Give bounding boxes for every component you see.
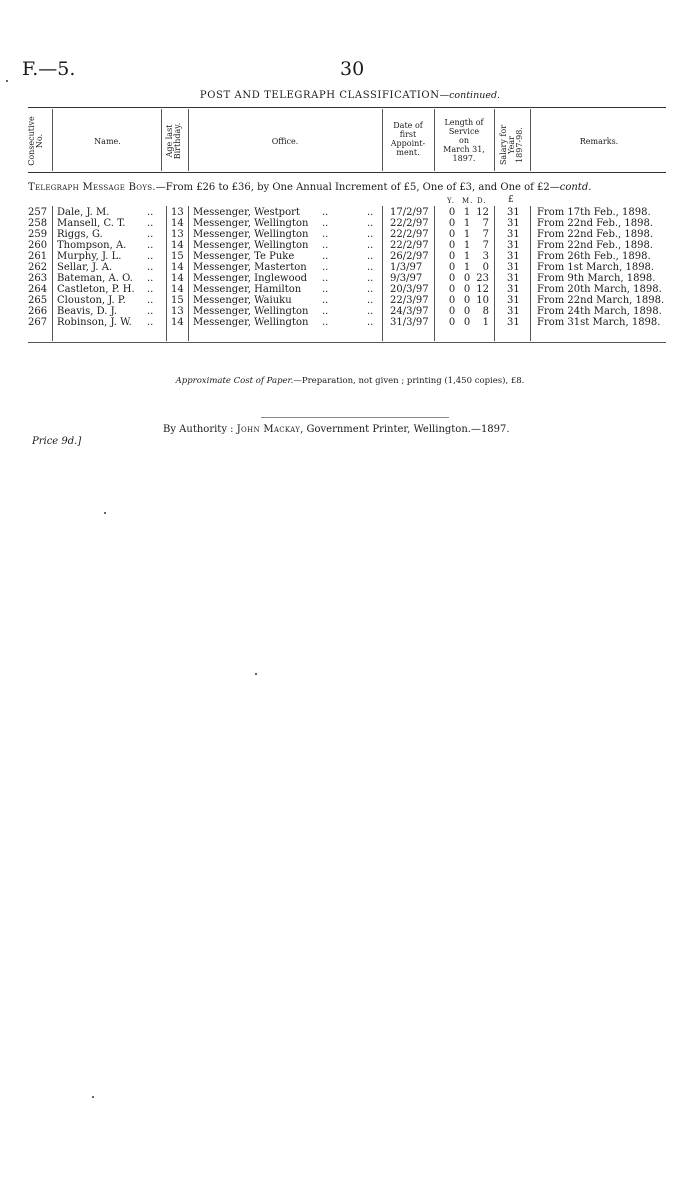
cell-name: Dale, J. M. xyxy=(57,207,110,218)
cell-salary: 31 xyxy=(507,306,520,317)
table-row xyxy=(0,262,700,273)
leader-dots: .. xyxy=(367,240,374,251)
leader-dots: .. xyxy=(322,207,329,218)
table-row xyxy=(0,306,700,317)
cell-days: 10 xyxy=(476,295,489,306)
cell-remarks: From 1st March, 1898. xyxy=(537,262,655,273)
scan-speck xyxy=(104,512,106,514)
leader-dots: .. xyxy=(322,262,329,273)
cell-months: 1 xyxy=(463,218,471,229)
cell-name: Clouston, J. P. xyxy=(57,295,126,306)
leader-dots: .. xyxy=(322,273,329,284)
cell-remarks: From 20th March, 1898. xyxy=(537,284,662,295)
cell-date: 1/3/97 xyxy=(390,262,423,273)
table-row xyxy=(0,229,700,240)
cell-name: Bateman, A. O. xyxy=(57,273,133,284)
cell-remarks: From 22nd Feb., 1898. xyxy=(537,218,654,229)
cell-office: Messenger, Inglewood xyxy=(193,273,308,284)
leader-dots: .. xyxy=(367,207,374,218)
header-divider xyxy=(494,109,495,171)
section-detail: —From £26 to £36, by One Annual Increment of £5, One of £3, and One of £2— xyxy=(155,182,560,193)
document-code: F.—5. xyxy=(22,58,76,80)
leader-dots: .. xyxy=(367,262,374,273)
cost-of-paper-note xyxy=(0,376,700,386)
cell-office: Messenger, Masterton xyxy=(193,262,307,273)
cell-date: 22/2/97 xyxy=(390,229,429,240)
leader-dots: .. xyxy=(147,284,154,295)
leader-dots: .. xyxy=(322,251,329,262)
table-row xyxy=(0,251,700,262)
cell-salary: 31 xyxy=(507,273,520,284)
cell-no: 259 xyxy=(28,229,48,240)
cell-age: 13 xyxy=(171,306,184,317)
leader-dots: .. xyxy=(367,273,374,284)
cell-years: 0 xyxy=(448,207,456,218)
printer-name: John Mackay xyxy=(236,424,301,435)
printer-authority: By Authority : John Mackay, Government Printer, Wellington.—1897. xyxy=(163,424,510,435)
leader-dots: .. xyxy=(147,295,154,306)
cell-date: 22/2/97 xyxy=(390,218,429,229)
cell-date: 9/3/97 xyxy=(390,273,423,284)
leader-dots: .. xyxy=(322,229,329,240)
cell-office: Messenger, Wellington xyxy=(193,306,309,317)
section-heading xyxy=(28,182,591,193)
cell-remarks: From 9th March, 1898. xyxy=(537,273,656,284)
leader-dots: .. xyxy=(147,229,154,240)
cell-years: 0 xyxy=(448,295,456,306)
cell-salary: 31 xyxy=(507,240,520,251)
cell-years: 0 xyxy=(448,317,456,328)
header-divider xyxy=(161,109,162,171)
leader-dots: .. xyxy=(147,317,154,328)
cell-years: 0 xyxy=(448,306,456,317)
cell-remarks: From 17th Feb., 1898. xyxy=(537,207,651,218)
cell-days: 8 xyxy=(482,306,489,317)
header-length-of-service: Length of Service on March 31, 1897. xyxy=(443,118,485,163)
cell-days: 23 xyxy=(476,273,489,284)
cell-age: 15 xyxy=(171,295,184,306)
cell-years: 0 xyxy=(448,218,456,229)
leader-dots: .. xyxy=(367,317,374,328)
cell-months: 0 xyxy=(463,273,471,284)
cell-office: Messenger, Wellington xyxy=(193,229,309,240)
leader-dots: .. xyxy=(147,251,154,262)
cell-office: Messenger, Hamilton xyxy=(193,284,302,295)
price-note: Price 9d.] xyxy=(32,436,82,447)
leader-dots: .. xyxy=(367,295,374,306)
unit-days: D. xyxy=(477,197,487,205)
cell-salary: 31 xyxy=(507,284,520,295)
cost-text: —Preparation, not given ; printing (1,450 copies), £8. xyxy=(293,376,525,386)
leader-dots: .. xyxy=(367,229,374,240)
leader-dots: .. xyxy=(367,218,374,229)
cell-age: 14 xyxy=(171,273,184,284)
cell-no: 262 xyxy=(28,262,48,273)
scan-speck xyxy=(92,1096,94,1098)
cell-no: 260 xyxy=(28,240,48,251)
cell-months: 1 xyxy=(463,229,471,240)
cell-years: 0 xyxy=(448,273,456,284)
cell-no: 261 xyxy=(28,251,48,262)
leader-dots: .. xyxy=(322,218,329,229)
heading-text: POST AND TELEGRAPH CLASSIFICATION xyxy=(199,90,440,101)
header-divider xyxy=(530,109,531,171)
cell-days: 7 xyxy=(482,229,489,240)
cell-date: 31/3/97 xyxy=(390,317,429,328)
header-name: Name. xyxy=(94,137,121,146)
section-contd: contd. xyxy=(559,182,592,193)
cell-age: 13 xyxy=(171,229,184,240)
section-title: Telegraph Message Boys. xyxy=(28,182,156,193)
cell-name: Mansell, C. T. xyxy=(57,218,126,229)
table-row xyxy=(0,207,700,218)
header-office: Office. xyxy=(271,137,299,146)
cell-date: 24/3/97 xyxy=(390,306,429,317)
cell-months: 0 xyxy=(463,306,471,317)
cell-salary: 31 xyxy=(507,229,520,240)
cell-date: 22/3/97 xyxy=(390,295,429,306)
header-date: Date of first Appoint- ment. xyxy=(390,121,426,157)
cell-days: 7 xyxy=(482,240,489,251)
cell-days: 12 xyxy=(476,207,489,218)
cell-office: Messenger, Waiuku xyxy=(193,295,292,306)
cell-name: Castleton, P. H. xyxy=(57,284,135,295)
scan-speck xyxy=(255,673,257,675)
table-bottom-rule xyxy=(28,342,666,343)
header-remarks: Remarks. xyxy=(579,137,619,146)
page-heading xyxy=(0,90,700,101)
cell-salary: 31 xyxy=(507,218,520,229)
cell-age: 13 xyxy=(171,207,184,218)
heading-suffix: —continued. xyxy=(439,90,501,101)
cell-months: 1 xyxy=(463,240,471,251)
cell-remarks: From 26th Feb., 1898. xyxy=(537,251,651,262)
cell-remarks: From 22nd Feb., 1898. xyxy=(537,229,654,240)
cell-no: 267 xyxy=(28,317,48,328)
cell-name: Beavis, D. J. xyxy=(57,306,117,317)
cell-age: 15 xyxy=(171,251,184,262)
scan-speck xyxy=(6,80,8,82)
cell-office: Messenger, Wellington xyxy=(193,317,309,328)
cell-months: 0 xyxy=(463,284,471,295)
cell-months: 0 xyxy=(463,317,471,328)
leader-dots: .. xyxy=(322,240,329,251)
table-row xyxy=(0,240,700,251)
cell-name: Sellar, J. A. xyxy=(57,262,113,273)
header-divider xyxy=(52,109,53,171)
cell-office: Messenger, Wellington xyxy=(193,218,309,229)
cell-months: 1 xyxy=(463,251,471,262)
table-top-rule xyxy=(28,107,666,108)
cell-months: 1 xyxy=(463,207,471,218)
cell-months: 0 xyxy=(463,295,471,306)
cell-salary: 31 xyxy=(507,317,520,328)
cell-days: 0 xyxy=(482,262,489,273)
cell-days: 1 xyxy=(482,317,489,328)
cell-no: 258 xyxy=(28,218,48,229)
header-age: Age last Birthday. xyxy=(165,122,182,160)
cell-name: Riggs, G. xyxy=(57,229,103,240)
cell-age: 14 xyxy=(171,262,184,273)
cell-no: 263 xyxy=(28,273,48,284)
unit-months: M. xyxy=(462,197,474,205)
leader-dots: .. xyxy=(322,306,329,317)
cell-days: 7 xyxy=(482,218,489,229)
table-row xyxy=(0,317,700,328)
leader-dots: .. xyxy=(147,207,154,218)
leader-dots: .. xyxy=(367,284,374,295)
unit-years: Y. xyxy=(447,197,455,205)
leader-dots: .. xyxy=(367,251,374,262)
cell-date: 17/2/97 xyxy=(390,207,429,218)
cell-years: 0 xyxy=(448,251,456,262)
cell-years: 0 xyxy=(448,240,456,251)
cell-age: 14 xyxy=(171,284,184,295)
cell-salary: 31 xyxy=(507,251,520,262)
cost-label: Approximate Cost of Paper. xyxy=(175,376,294,386)
cell-salary: 31 xyxy=(507,295,520,306)
table-row xyxy=(0,284,700,295)
leader-dots: .. xyxy=(147,218,154,229)
cell-months: 1 xyxy=(463,262,471,273)
cell-years: 0 xyxy=(448,284,456,295)
leader-dots: .. xyxy=(322,317,329,328)
leader-dots: .. xyxy=(147,240,154,251)
cell-no: 265 xyxy=(28,295,48,306)
leader-dots: .. xyxy=(322,295,329,306)
leader-dots: .. xyxy=(147,262,154,273)
unit-pounds: £ xyxy=(508,195,515,205)
header-salary: Salary for Year 1897-98. xyxy=(499,124,524,166)
cell-years: 0 xyxy=(448,262,456,273)
cell-date: 20/3/97 xyxy=(390,284,429,295)
cell-no: 257 xyxy=(28,207,48,218)
cell-date: 22/2/97 xyxy=(390,240,429,251)
cell-no: 264 xyxy=(28,284,48,295)
cell-days: 12 xyxy=(476,284,489,295)
cell-no: 266 xyxy=(28,306,48,317)
cell-remarks: From 24th March, 1898. xyxy=(537,306,662,317)
leader-dots: .. xyxy=(322,284,329,295)
cell-name: Murphy, J. L. xyxy=(57,251,122,262)
cell-age: 14 xyxy=(171,317,184,328)
cell-age: 14 xyxy=(171,240,184,251)
cell-years: 0 xyxy=(448,229,456,240)
cell-name: Thompson, A. xyxy=(57,240,127,251)
cell-remarks: From 31st March, 1898. xyxy=(537,317,661,328)
cell-office: Messenger, Wellington xyxy=(193,240,309,251)
cell-office: Messenger, Te Puke xyxy=(193,251,295,262)
table-row xyxy=(0,218,700,229)
cell-remarks: From 22nd Feb., 1898. xyxy=(537,240,654,251)
table-header-rule xyxy=(28,172,666,173)
page-number: 30 xyxy=(340,58,365,80)
cell-salary: 31 xyxy=(507,262,520,273)
cell-age: 14 xyxy=(171,218,184,229)
cell-salary: 31 xyxy=(507,207,520,218)
authority-rule xyxy=(261,417,449,418)
leader-dots: .. xyxy=(147,306,154,317)
cell-date: 26/2/97 xyxy=(390,251,429,262)
cell-office: Messenger, Westport xyxy=(193,207,300,218)
cell-remarks: From 22nd March, 1898. xyxy=(537,295,665,306)
table-row xyxy=(0,273,700,284)
leader-dots: .. xyxy=(367,306,374,317)
leader-dots: .. xyxy=(147,273,154,284)
cell-name: Robinson, J. W. xyxy=(57,317,132,328)
table-row xyxy=(0,295,700,306)
header-divider xyxy=(188,109,189,171)
header-consecutive-no: Consecutive No. xyxy=(27,116,44,166)
cell-days: 3 xyxy=(482,251,489,262)
